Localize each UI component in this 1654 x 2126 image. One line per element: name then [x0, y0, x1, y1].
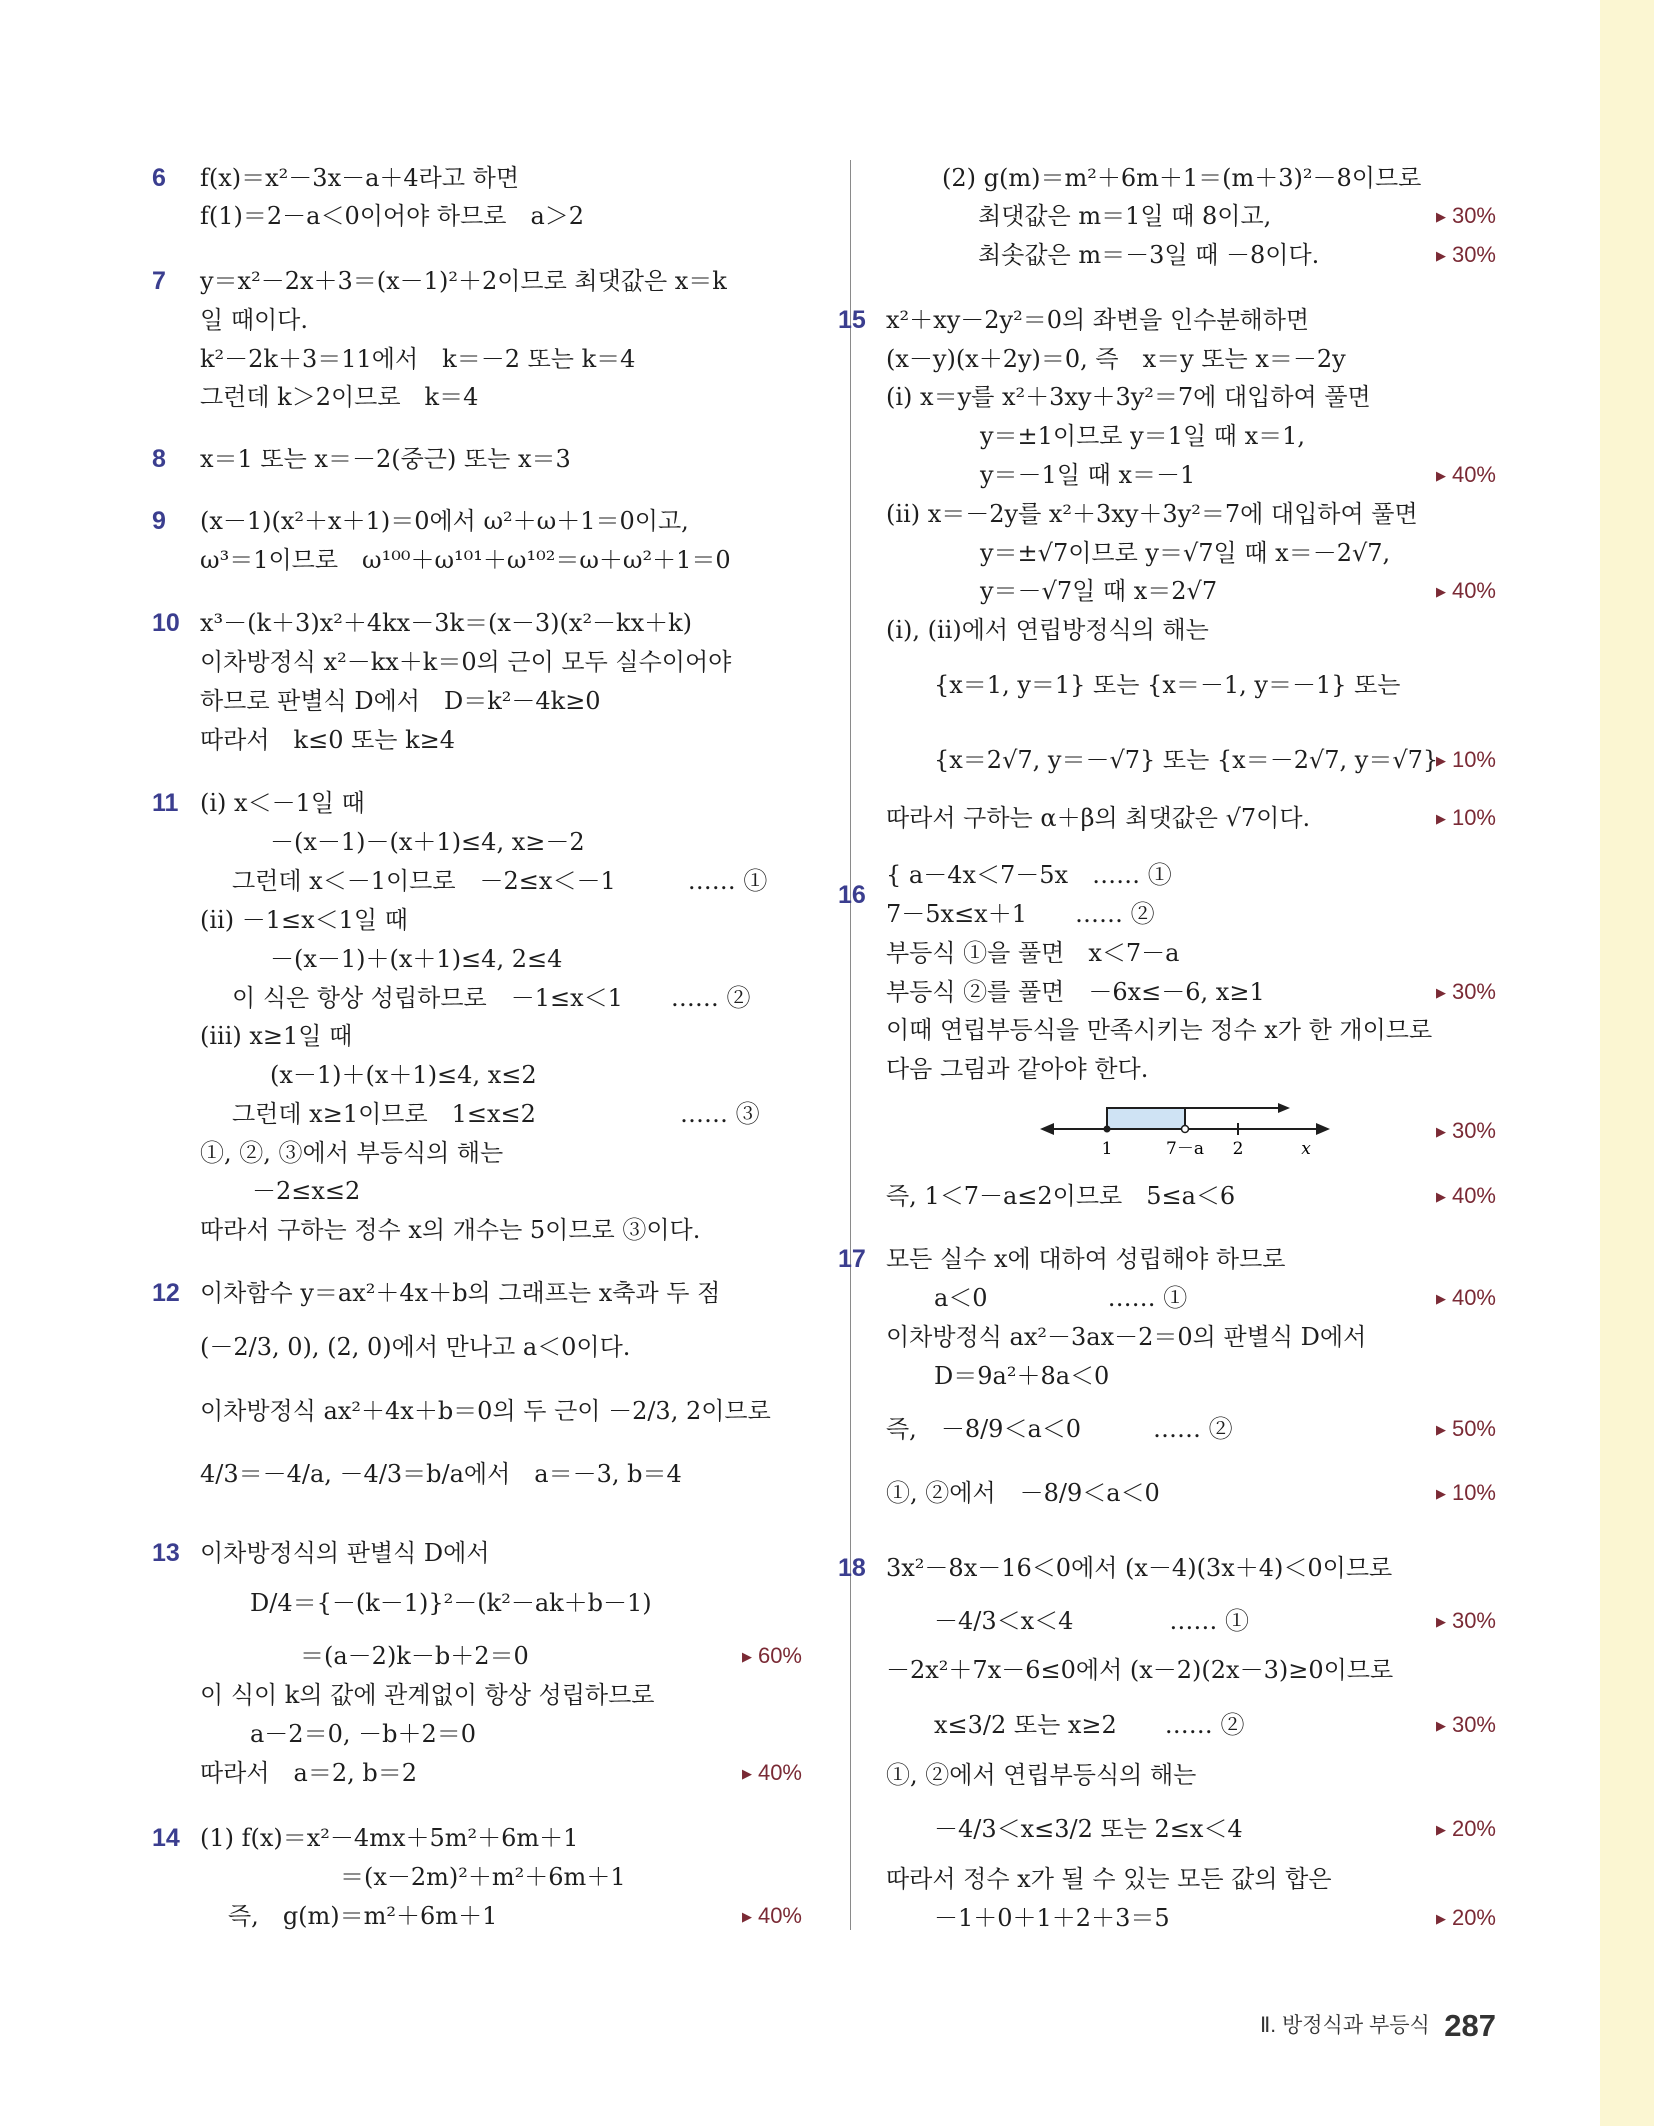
solution-line: ①, ②에서 연립부등식의 해는	[886, 1761, 1197, 1789]
score-badge: ▶ 30%	[1436, 1116, 1496, 1147]
solution-line: 3x²－8x－16＜0에서 (x－4)(3x＋4)＜0이므로	[886, 1554, 1393, 1582]
problem-number: 6	[152, 164, 166, 192]
solution-line: 이차방정식 ax²－3ax－2＝0의 판별식 D에서	[886, 1323, 1367, 1351]
score-badge: ▶ 30%	[1436, 1710, 1496, 1741]
problem-number: 14	[152, 1824, 180, 1852]
solution-line: 이 식은 항상 성립하므로 －1≤x＜1 …… ②	[232, 984, 751, 1012]
solution-line: 따라서 구하는 α＋β의 최댓값은 √7이다.	[886, 804, 1311, 832]
page-edge-sidebar	[1600, 0, 1654, 2126]
problem-number: 16	[838, 881, 866, 909]
score-badge: ▶ 30%	[1436, 240, 1496, 271]
shaded-interval	[1107, 1108, 1185, 1129]
solution-line: (2) g(m)＝m²＋6m＋1＝(m＋3)²－8이므로	[942, 164, 1422, 192]
solution-line: x²＋xy－2y²＝0의 좌변을 인수분해하면	[886, 306, 1310, 334]
score-badge: ▶ 30%	[1436, 1606, 1496, 1637]
solution-line: －4/3＜x≤3/2 또는 2≤x＜4	[934, 1815, 1243, 1843]
solution-line: 그런데 x＜－1이므로 －2≤x＜－1 …… ①	[232, 867, 768, 895]
solution-line: 일 때이다.	[200, 306, 308, 334]
solution-line: y＝±1이므로 y＝1일 때 x＝1,	[980, 422, 1306, 450]
solution-line: f(x)＝x²－3x－a＋4라고 하면	[200, 164, 520, 192]
solution-line: y＝x²－2x＋3＝(x－1)²＋2이므로 최댓값은 x＝k	[200, 267, 727, 295]
problem-number: 13	[152, 1539, 180, 1567]
score-badge: ▶ 30%	[1436, 977, 1496, 1008]
solution-line: 따라서 k≤0 또는 k≥4	[200, 726, 456, 754]
solution-line: 즉, g(m)＝m²＋6m＋1	[228, 1902, 498, 1930]
solution-line: a＜0 …… ①	[934, 1284, 1188, 1312]
score-badge: ▶ 40%	[742, 1758, 802, 1789]
solution-line: { a－4x＜7－5x …… ①	[886, 861, 1172, 889]
solution-line: D＝9a²＋8a＜0	[934, 1362, 1110, 1390]
solution-line: 이차함수 y＝ax²＋4x＋b의 그래프는 x축과 두 점	[200, 1279, 721, 1307]
score-badge: ▶ 50%	[1436, 1414, 1496, 1445]
solution-line: (x－1)＋(x＋1)≤4, x≤2	[270, 1061, 537, 1089]
solution-line: 이 식이 k의 값에 관계없이 항상 성립하므로	[200, 1681, 655, 1709]
tick-label: 2	[1232, 1139, 1244, 1159]
open-dot	[1182, 1126, 1189, 1133]
score-badge: ▶ 40%	[1436, 1181, 1496, 1212]
solution-line: ①, ②에서 －8/9＜a＜0	[886, 1479, 1160, 1507]
solution-line: y＝±√7이므로 y＝√7일 때 x＝－2√7,	[980, 539, 1391, 567]
solution-line: (ⅰ) x＜－1일 때	[200, 789, 365, 817]
score-badge: ▶ 40%	[1436, 1283, 1496, 1314]
score-badge: ▶ 10%	[1436, 803, 1496, 834]
solution-line: 따라서 정수 x가 될 수 있는 모든 값의 합은	[886, 1865, 1332, 1893]
solution-line: 이때 연립부등식을 만족시키는 정수 x가 한 개이므로	[886, 1016, 1433, 1044]
solution-line: (ⅱ) －1≤x＜1일 때	[200, 906, 408, 934]
score-badge: ▶ 40%	[742, 1901, 802, 1932]
solution-line: 부등식 ①을 풀면 x＜7－a	[886, 939, 1180, 967]
solution-line: －(x－1)－(x＋1)≤4, x≥－2	[270, 828, 585, 856]
solution-line: y＝－1일 때 x＝－1	[980, 461, 1196, 489]
problem-number: 11	[152, 789, 179, 817]
solution-line: x≤3/2 또는 x≥2 …… ②	[934, 1711, 1245, 1739]
solution-line: 이차방정식 x²－kx＋k＝0의 근이 모두 실수이어야	[200, 648, 732, 676]
solution-line: ω³＝1이므로 ω¹⁰⁰＋ω¹⁰¹＋ω¹⁰²＝ω＋ω²＋1＝0	[200, 546, 731, 574]
solution-line: －4/3＜x＜4 …… ①	[934, 1607, 1250, 1635]
solution-line: 4/3＝－4/a, －4/3＝b/a에서 a＝－3, b＝4	[200, 1460, 682, 1488]
tick-label: 7－a	[1166, 1139, 1204, 1159]
solution-line: (x－y)(x＋2y)＝0, 즉 x＝y 또는 x＝－2y	[886, 345, 1346, 373]
solution-line: 하므로 판별식 D에서 D＝k²－4k≥0	[200, 687, 601, 715]
solution-line: (ⅰ), (ⅱ)에서 연립방정식의 해는	[886, 616, 1209, 644]
right-arrow-icon	[1316, 1123, 1330, 1135]
score-badge: ▶ 20%	[1436, 1814, 1496, 1845]
score-badge: ▶ 30%	[1436, 201, 1496, 232]
solution-line: f(1)＝2－a＜0이어야 하므로 a＞2	[200, 202, 585, 230]
solution-line: (ⅱ) x＝－2y를 x²＋3xy＋3y²＝7에 대입하여 풀면	[886, 500, 1418, 528]
solution-line: (1) f(x)＝x²－4mx＋5m²＋6m＋1	[200, 1824, 579, 1852]
solution-line: 모든 실수 x에 대하여 성립해야 하므로	[886, 1245, 1286, 1273]
solution-line: (－2/3, 0), (2, 0)에서 만나고 a＜0이다.	[200, 1333, 631, 1361]
problem-number: 15	[838, 306, 866, 334]
solution-line: 부등식 ②를 풀면 －6x≤－6, x≥1	[886, 978, 1265, 1006]
score-badge: ▶ 60%	[742, 1641, 802, 1672]
section-title: Ⅱ. 방정식과 부등식	[1259, 2014, 1430, 2037]
solution-line: (ⅲ) x≥1일 때	[200, 1022, 353, 1050]
problem-number: 12	[152, 1279, 180, 1307]
solution-line: ＝(x－2m)²＋m²＋6m＋1	[340, 1863, 626, 1891]
solution-line: 그런데 x≥1이므로 1≤x≤2 …… ③	[232, 1100, 760, 1128]
problem-number: 10	[152, 609, 180, 637]
problem-number: 7	[152, 267, 166, 295]
score-badge: ▶ 10%	[1436, 745, 1496, 776]
solution-line: －(x－1)＋(x＋1)≤4, 2≤4	[270, 945, 563, 973]
score-badge: ▶ 20%	[1436, 1903, 1496, 1934]
solution-line: 따라서 a＝2, b＝2	[200, 1759, 418, 1787]
score-badge: ▶ 40%	[1436, 460, 1496, 491]
solution-line: x³－(k＋3)x²＋4kx－3k＝(x－3)(x²－kx＋k)	[200, 609, 693, 637]
tick-label: 1	[1101, 1139, 1113, 1159]
solution-line: (ⅰ) x＝y를 x²＋3xy＋3y²＝7에 대입하여 풀면	[886, 383, 1371, 411]
solution-line: 즉, －8/9＜a＜0 …… ②	[886, 1415, 1233, 1443]
page-footer	[1260, 2008, 1496, 2044]
left-arrow-icon	[1040, 1123, 1054, 1135]
solution-line: x＝1 또는 x＝－2(중근) 또는 x＝3	[200, 445, 571, 473]
solution-line: a－2＝0, －b＋2＝0	[250, 1720, 477, 1748]
solution-line: 최솟값은 m＝－3일 때 －8이다.	[978, 241, 1320, 269]
problem-number: 9	[152, 507, 166, 535]
solution-line: k²－2k＋3＝11에서 k＝－2 또는 k＝4	[200, 345, 636, 373]
solution-line: ①, ②, ③에서 부등식의 해는	[200, 1139, 504, 1167]
score-badge: ▶ 10%	[1436, 1478, 1496, 1509]
solution-line: －1＋0＋1＋2＋3＝5	[934, 1904, 1170, 1932]
solution-line: 다음 그림과 같아야 한다.	[886, 1055, 1149, 1083]
problem-number: 18	[838, 1554, 866, 1582]
solution-line: ＝(a－2)k－b＋2＝0	[300, 1642, 529, 1670]
problem-number: 17	[838, 1245, 866, 1273]
solution-line: (x－1)(x²＋x＋1)＝0에서 ω²＋ω＋1＝0이고,	[200, 507, 689, 535]
solution-line: 따라서 구하는 정수 x의 개수는 5이므로 ③이다.	[200, 1216, 701, 1244]
solution-line: －2x²＋7x－6≤0에서 (x－2)(2x－3)≥0이므로	[886, 1656, 1394, 1684]
solution-line: y＝－√7일 때 x＝2√7	[980, 577, 1218, 605]
page-number: 287	[1444, 2008, 1496, 2043]
closed-dot	[1104, 1126, 1111, 1133]
solution-line: 이차방정식 ax²＋4x＋b＝0의 두 근이 －2/3, 2이므로	[200, 1397, 771, 1425]
solution-line: －2≤x≤2	[252, 1177, 361, 1205]
solution-line: 최댓값은 m＝1일 때 8이고,	[978, 202, 1272, 230]
solution-line: {x＝2√7, y＝－√7} 또는 {x＝－2√7, y＝√7}	[934, 746, 1439, 774]
problem-number: 8	[152, 445, 166, 473]
axis-variable-label: x	[1301, 1139, 1311, 1159]
solution-line: {x＝1, y＝1} 또는 {x＝－1, y＝－1} 또는	[934, 671, 1401, 699]
upper-arrow-icon	[1278, 1103, 1290, 1113]
solution-line: 7－5x≤x＋1 …… ②	[886, 900, 1155, 928]
solution-line: 그런데 k＞2이므로 k＝4	[200, 383, 479, 411]
number-line-figure	[1040, 1090, 1330, 1160]
score-badge: ▶ 40%	[1436, 576, 1496, 607]
solution-line: 즉, 1＜7－a≤2이므로 5≤a＜6	[886, 1182, 1236, 1210]
solution-line: 이차방정식의 판별식 D에서	[200, 1539, 490, 1567]
column-divider	[850, 160, 851, 1930]
solution-line: D/4＝{－(k－1)}²－(k²－ak＋b－1)	[250, 1589, 652, 1617]
